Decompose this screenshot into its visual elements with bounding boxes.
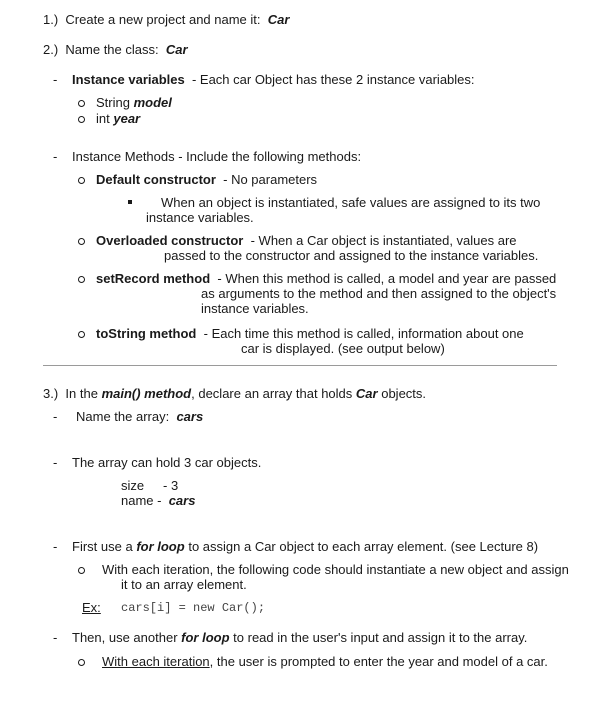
instance-vars-desc: - Each car Object has these 2 instance variables: (191, 72, 475, 87)
first-loop-keyword: for loop (136, 539, 185, 554)
then-loop-sub (102, 654, 548, 670)
name-line (121, 493, 195, 509)
hollow-bullet-icon (78, 238, 85, 245)
overloaded-constructor-desc-2: passed to the constructor and assigned to the instance variables. (164, 248, 539, 263)
then-loop-sub-rest: , the user is prompted to enter the year and model of a car. (209, 654, 548, 669)
hollow-bullet-icon (78, 116, 85, 123)
instance-methods-heading: Instance Methods - Include the following methods: (72, 149, 362, 164)
array-name-label: Name the array: (76, 409, 170, 424)
instance-var-item (96, 111, 140, 127)
first-loop-post: to assign a Car object to each array element. (see Lecture 8) (188, 539, 539, 554)
step-3-pre: In the (65, 386, 98, 401)
step-3 (43, 386, 426, 402)
step-3-main-method: main() method (101, 386, 192, 401)
instance-vars-heading: Instance variables (72, 72, 185, 87)
then-loop-sub-underlined: With each iteration (102, 654, 210, 669)
dash: - (53, 455, 58, 470)
square-bullet-icon (128, 200, 132, 204)
instance-var-item (96, 95, 172, 111)
then-loop-line (72, 630, 527, 646)
step-3-post: objects. (381, 386, 427, 401)
to-string-name: toString method (96, 326, 197, 341)
first-loop-sub-1: With each iteration, the following code should instantiate a new object and assign (102, 562, 569, 577)
name-value: cars (168, 493, 196, 508)
hollow-bullet-icon (78, 276, 85, 283)
instance-vars-line (72, 72, 475, 88)
step-2 (43, 42, 188, 58)
step-3-mid: , declare an array that holds (191, 386, 353, 401)
set-record-desc-2: as arguments to the method and then assigned to the object's (201, 286, 557, 301)
name-label: name - (121, 493, 162, 508)
step-2-number: 2.) (43, 42, 59, 57)
instance-var-name: model (133, 95, 172, 110)
overloaded-constructor-desc: - When a Car object is instantiated, values are (250, 233, 517, 248)
instance-methods-dash: - (53, 149, 58, 164)
example-code: cars[i] = new Car(); (121, 601, 266, 615)
instance-var-name: year (113, 111, 141, 126)
then-loop-pre: Then, use another (72, 630, 178, 645)
hollow-bullet-icon (78, 331, 85, 338)
first-loop-line (72, 539, 538, 555)
dash: - (53, 539, 58, 554)
default-constructor-desc: - No parameters (223, 172, 318, 187)
then-loop-keyword: for loop (181, 630, 230, 645)
size-label: size (121, 478, 145, 493)
hollow-bullet-icon (78, 177, 85, 184)
step-1-project-name: Car (267, 12, 290, 27)
set-record-name: setRecord method (96, 271, 211, 286)
example-label: Ex: (82, 600, 101, 615)
step-3-number: 3.) (43, 386, 59, 401)
set-record-desc: - When this method is called, a model and year are passed (217, 271, 557, 286)
step-2-text: Name the class: (65, 42, 159, 57)
first-loop-pre: First use a (72, 539, 133, 554)
first-loop-sub-2: it to an array element. (121, 577, 247, 592)
set-record-line (96, 271, 556, 287)
default-constructor-line (96, 172, 317, 188)
step-1-text: Create a new project and name it: (65, 12, 261, 27)
default-constructor-detail-1: When an object is instantiated, safe values are assigned to its two (161, 195, 541, 210)
hollow-bullet-icon (78, 567, 85, 574)
hollow-bullet-icon (78, 100, 85, 107)
step-2-class-name: Car (165, 42, 188, 57)
to-string-desc-2: car is displayed. (see output below) (241, 341, 445, 356)
then-loop-post: to read in the user's input and assign it to the array. (233, 630, 528, 645)
to-string-line (96, 326, 524, 342)
size-value: - 3 (163, 478, 179, 493)
step-1 (43, 12, 289, 28)
dash: - (53, 409, 58, 424)
set-record-desc-3: instance variables. (201, 301, 309, 316)
default-constructor-name: Default constructor (96, 172, 216, 187)
instance-var-type: String (96, 95, 130, 110)
to-string-desc: - Each time this method is called, information about one (203, 326, 524, 341)
instance-vars-dash: - (53, 72, 58, 87)
overloaded-constructor-name: Overloaded constructor (96, 233, 244, 248)
array-name-line (76, 409, 203, 425)
dash: - (53, 630, 58, 645)
hollow-bullet-icon (78, 659, 85, 666)
instance-var-type: int (96, 111, 110, 126)
section-divider (43, 365, 557, 366)
step-1-number: 1.) (43, 12, 59, 27)
array-name-value: cars (176, 409, 204, 424)
array-capacity: The array can hold 3 car objects. (72, 455, 262, 470)
default-constructor-detail-2: instance variables. (146, 210, 254, 225)
overloaded-constructor-line (96, 233, 517, 249)
step-3-car: Car (355, 386, 378, 401)
